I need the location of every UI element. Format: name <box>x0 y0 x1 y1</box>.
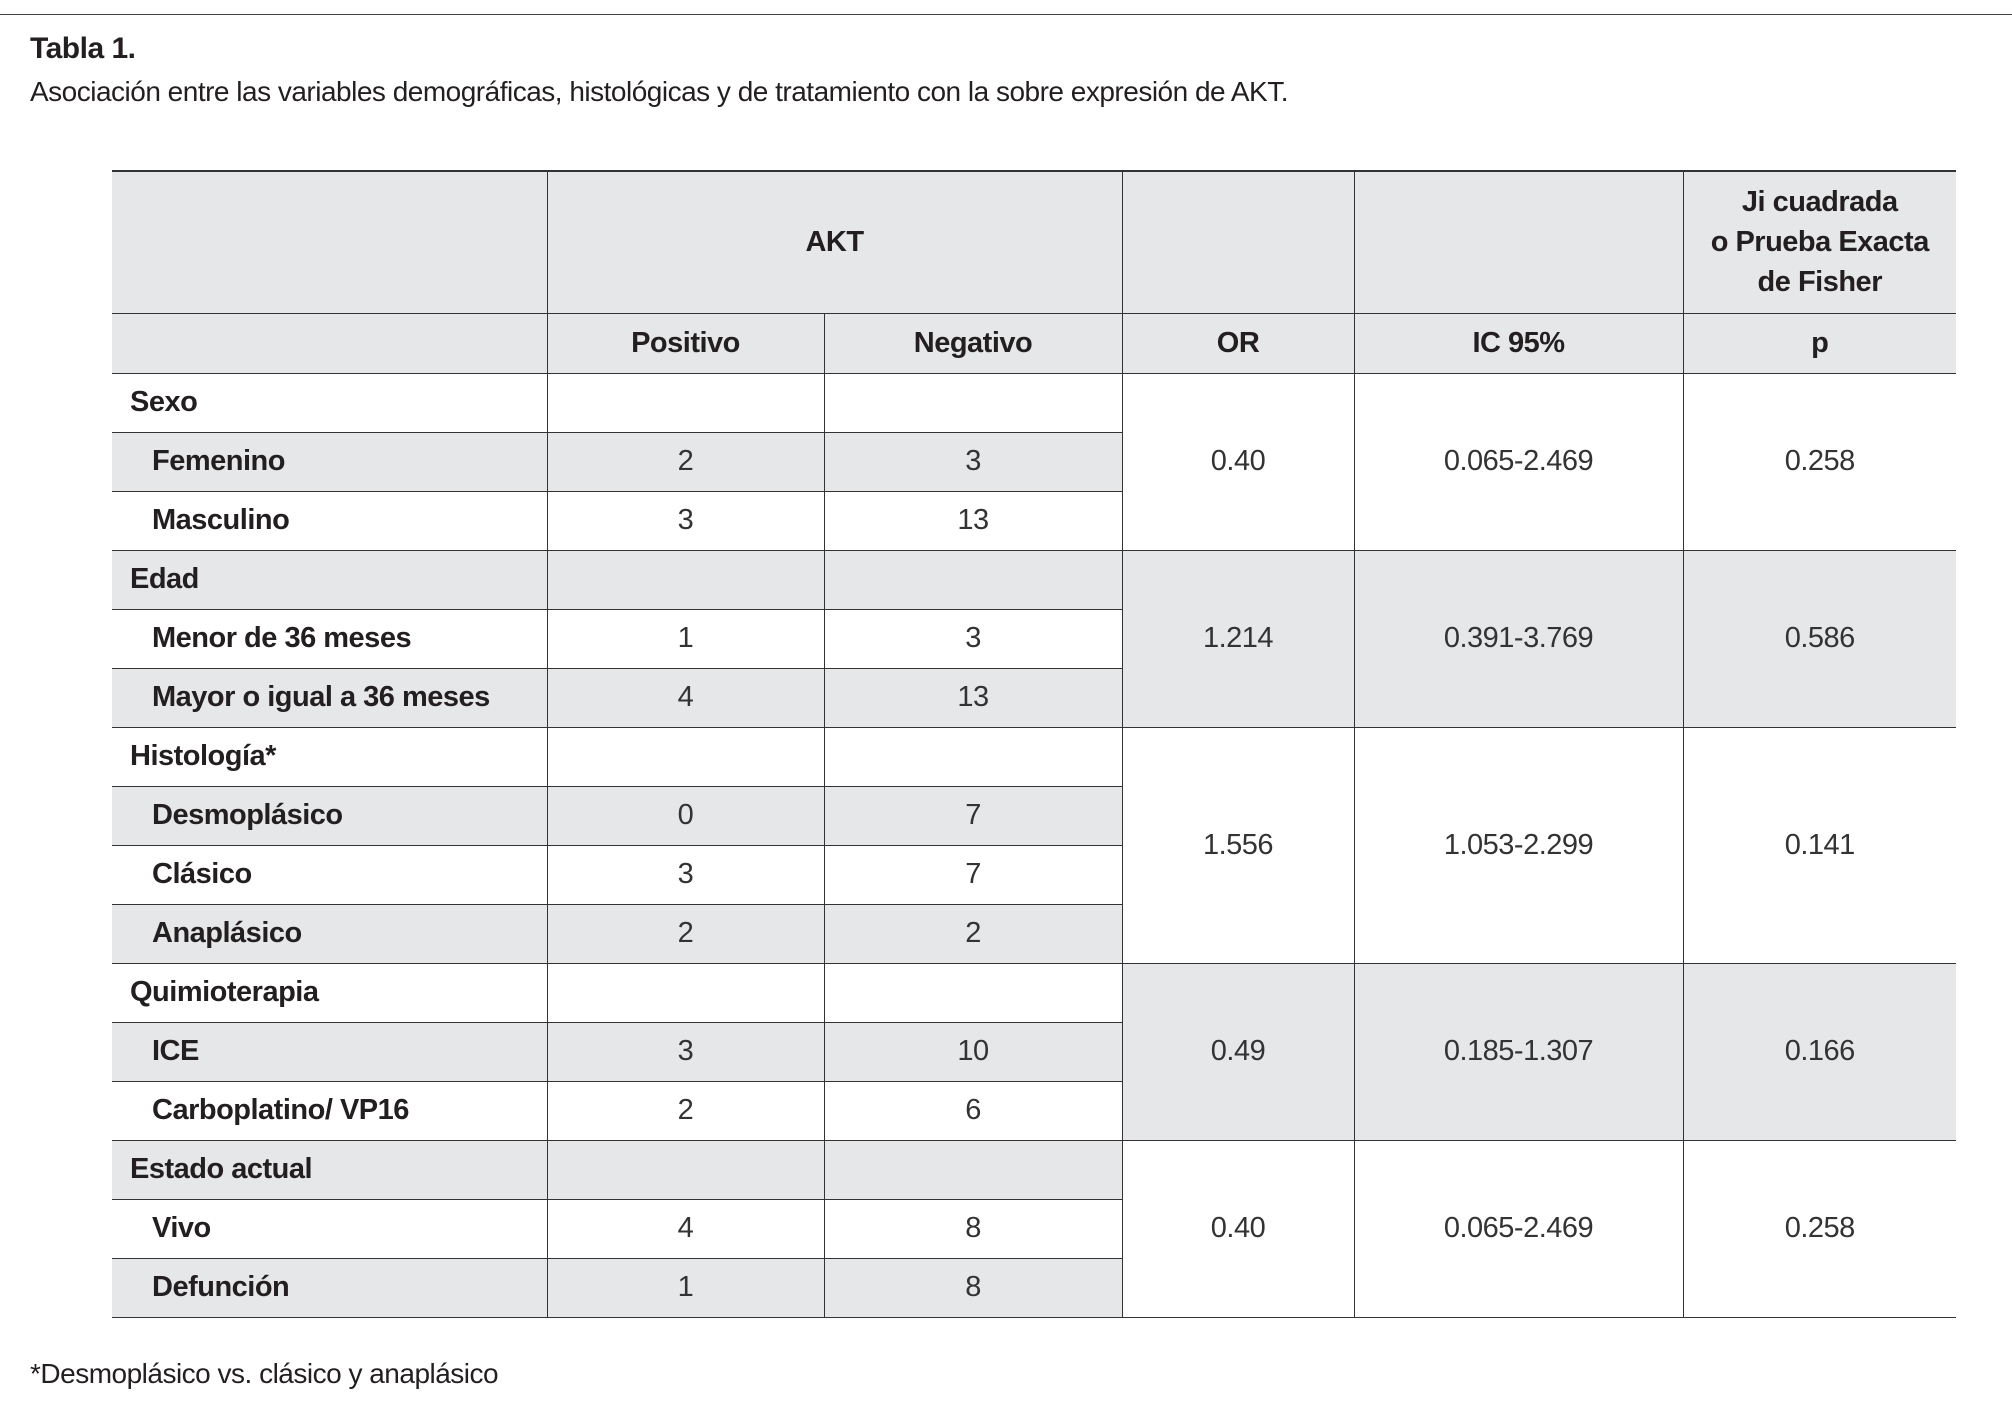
row-label: Mayor o igual a 36 meses <box>112 668 547 727</box>
empty-cell <box>547 963 824 1022</box>
top-rule <box>0 14 2012 15</box>
ic-value: 0.065-2.469 <box>1354 373 1683 550</box>
row-label: Clásico <box>112 845 547 904</box>
negativo-value: 8 <box>824 1258 1122 1317</box>
p-value: 0.586 <box>1683 550 1956 727</box>
header-p: p <box>1683 313 1956 373</box>
negativo-value: 6 <box>824 1081 1122 1140</box>
row-label: Desmoplásico <box>112 786 547 845</box>
group-row <box>112 550 1956 609</box>
negativo-value: 13 <box>824 491 1122 550</box>
row-label: Menor de 36 meses <box>112 609 547 668</box>
group-label: Estado actual <box>112 1140 547 1199</box>
empty-cell <box>824 963 1122 1022</box>
positivo-value: 4 <box>547 668 824 727</box>
negativo-value: 7 <box>824 786 1122 845</box>
empty-cell <box>547 550 824 609</box>
positivo-value: 3 <box>547 491 824 550</box>
negativo-value: 13 <box>824 668 1122 727</box>
header-ic: IC 95% <box>1354 313 1683 373</box>
negativo-value: 2 <box>824 904 1122 963</box>
empty-cell <box>824 1140 1122 1199</box>
or-value: 1.556 <box>1122 727 1354 963</box>
empty-cell <box>547 1140 824 1199</box>
group-row <box>112 1140 1956 1199</box>
header-empty-cell <box>112 313 547 373</box>
group-row <box>112 373 1956 432</box>
ic-value: 0.065-2.469 <box>1354 1140 1683 1317</box>
negativo-value: 3 <box>824 609 1122 668</box>
header-akt: AKT <box>547 171 1122 313</box>
row-label: Femenino <box>112 432 547 491</box>
header-empty-cell <box>1354 171 1683 313</box>
positivo-value: 1 <box>547 609 824 668</box>
row-label: Masculino <box>112 491 547 550</box>
p-value: 0.141 <box>1683 727 1956 963</box>
header-negativo: Negativo <box>824 313 1122 373</box>
group-label: Edad <box>112 550 547 609</box>
positivo-value: 2 <box>547 904 824 963</box>
or-value: 0.40 <box>1122 1140 1354 1317</box>
positivo-value: 2 <box>547 432 824 491</box>
row-label: Carboplatino/ VP16 <box>112 1081 547 1140</box>
header-row-1 <box>112 171 1956 313</box>
p-value: 0.258 <box>1683 1140 1956 1317</box>
ic-value: 1.053-2.299 <box>1354 727 1683 963</box>
row-label: Anaplásico <box>112 904 547 963</box>
header-empty-cell <box>112 171 547 313</box>
header-chi-line: de Fisher <box>1757 266 1882 299</box>
positivo-value: 2 <box>547 1081 824 1140</box>
row-label: ICE <box>112 1022 547 1081</box>
empty-cell <box>547 373 824 432</box>
table-footnote: *Desmoplásico vs. clásico y anaplásico <box>30 1358 499 1389</box>
group-row <box>112 727 1956 786</box>
header-chi-line: o Prueba Exacta <box>1710 226 1929 259</box>
row-label: Defunción <box>112 1258 547 1317</box>
p-value: 0.166 <box>1683 963 1956 1140</box>
header-empty-cell <box>1122 171 1354 313</box>
negativo-value: 8 <box>824 1199 1122 1258</box>
group-label: Sexo <box>112 373 547 432</box>
header-chi-square <box>1683 171 1956 313</box>
negativo-value: 10 <box>824 1022 1122 1081</box>
header-or: OR <box>1122 313 1354 373</box>
positivo-value: 4 <box>547 1199 824 1258</box>
table-caption-title: Tabla 1. <box>30 32 136 65</box>
group-label: Histología* <box>112 727 547 786</box>
akt-association-table <box>112 170 1956 1318</box>
positivo-value: 0 <box>547 786 824 845</box>
p-value: 0.258 <box>1683 373 1956 550</box>
table-caption-text: Asociación entre las variables demográficas, histológicas y de tratamiento con la sobre expresión de AKT. <box>30 76 1288 107</box>
empty-cell <box>824 373 1122 432</box>
positivo-value: 3 <box>547 845 824 904</box>
row-label: Vivo <box>112 1199 547 1258</box>
ic-value: 0.185-1.307 <box>1354 963 1683 1140</box>
group-label: Quimioterapia <box>112 963 547 1022</box>
negativo-value: 3 <box>824 432 1122 491</box>
or-value: 0.40 <box>1122 373 1354 550</box>
negativo-value: 7 <box>824 845 1122 904</box>
group-row <box>112 963 1956 1022</box>
empty-cell <box>547 727 824 786</box>
or-value: 0.49 <box>1122 963 1354 1140</box>
empty-cell <box>824 550 1122 609</box>
or-value: 1.214 <box>1122 550 1354 727</box>
header-row-2 <box>112 313 1956 373</box>
header-chi-line: Ji cuadrada <box>1741 186 1898 219</box>
positivo-value: 1 <box>547 1258 824 1317</box>
ic-value: 0.391-3.769 <box>1354 550 1683 727</box>
header-positivo: Positivo <box>547 313 824 373</box>
positivo-value: 3 <box>547 1022 824 1081</box>
empty-cell <box>824 727 1122 786</box>
